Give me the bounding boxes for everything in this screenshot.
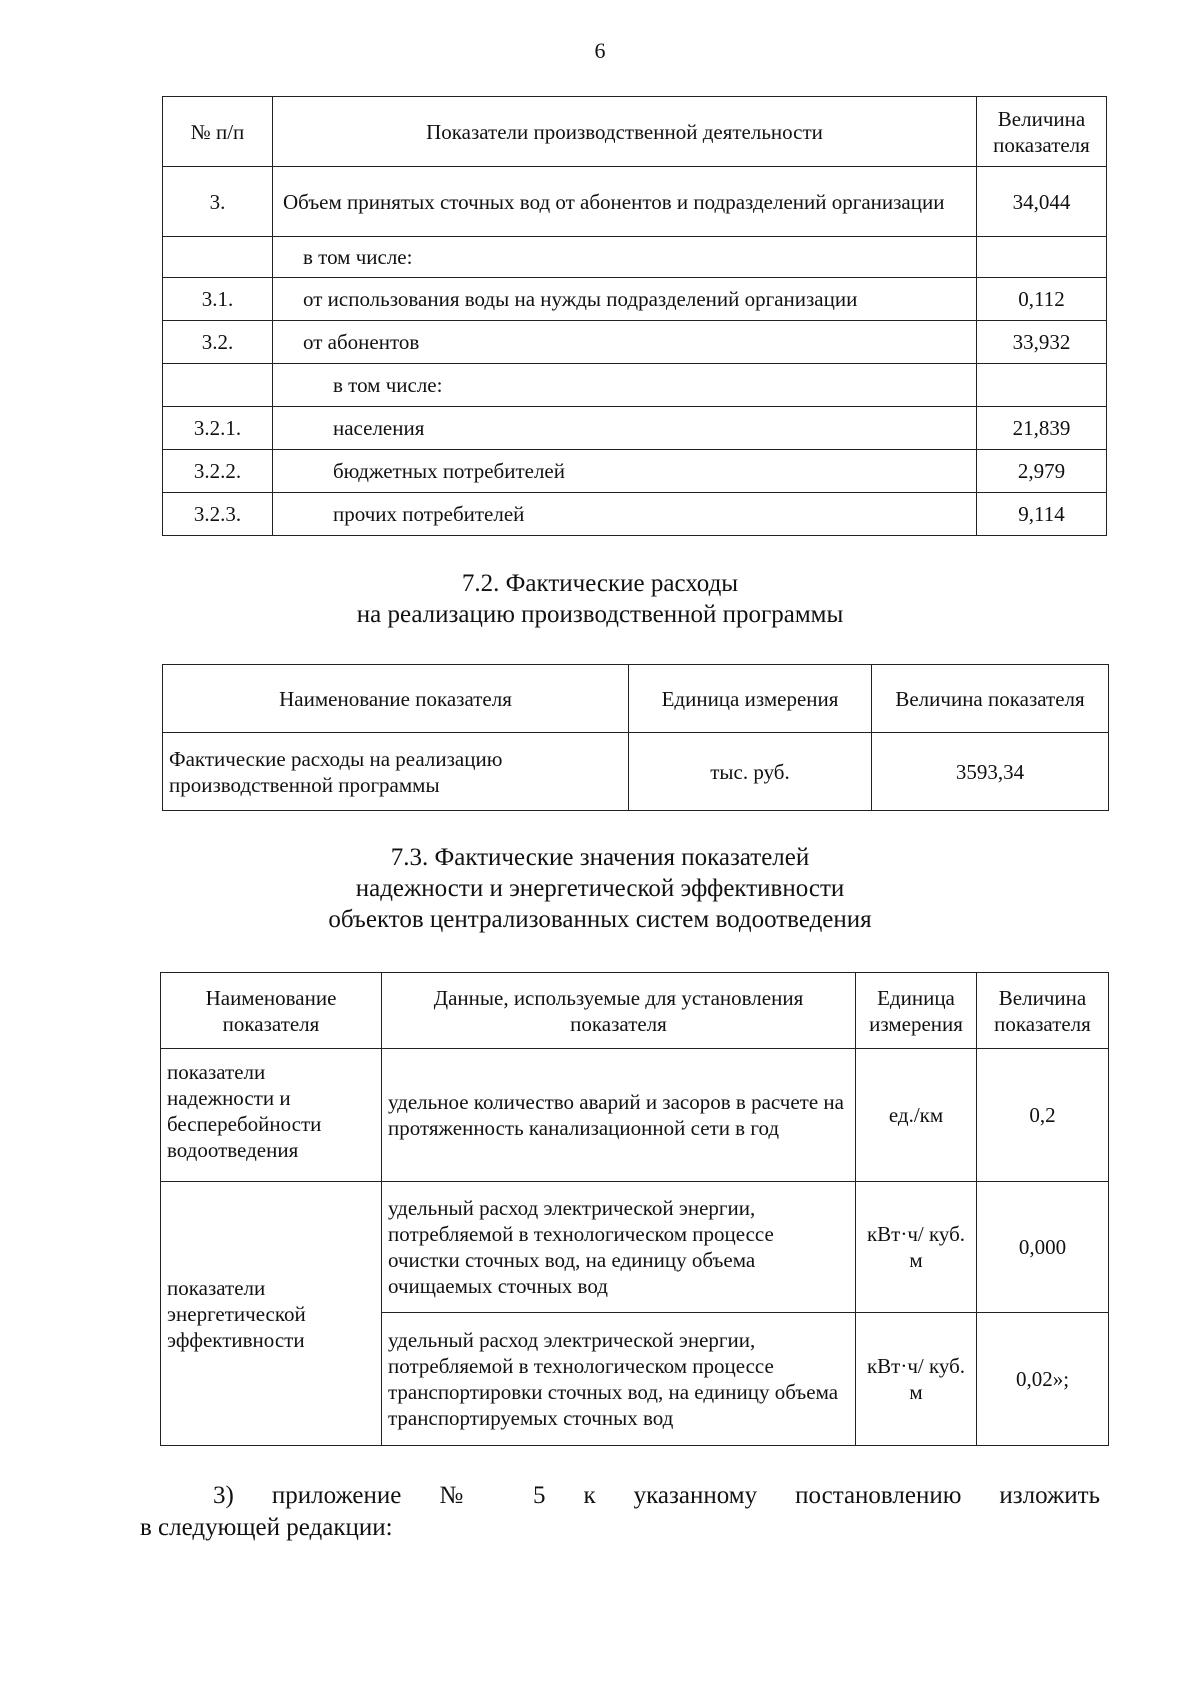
- table-row: [163, 278, 1107, 321]
- table-header-row: [161, 973, 1109, 1049]
- reliability-efficiency-table: [160, 972, 1109, 1446]
- header-data: Данные, используемые для установления показателя: [382, 973, 856, 1049]
- section-7-3-title: [0, 842, 1200, 935]
- row-value: 34,044: [977, 167, 1107, 237]
- row-num: 3.2.1.: [163, 407, 273, 450]
- page-number: 6: [594, 38, 606, 63]
- production-indicators-table: [162, 96, 1107, 536]
- table-row: [163, 407, 1107, 450]
- row-text: от абонентов: [273, 321, 977, 364]
- table-row: [163, 733, 1109, 811]
- section-7-2-title-line2: на реализацию производственной программы: [356, 601, 844, 628]
- row-text: населения: [273, 407, 977, 450]
- closing-paragraph: [140, 1480, 1100, 1544]
- row-num: [163, 237, 273, 278]
- section-7-2-title: [0, 568, 1200, 630]
- row-unit: ед./км: [856, 1049, 977, 1182]
- row-unit: тыс. руб.: [629, 733, 872, 811]
- row-value: 3593,34: [872, 733, 1109, 811]
- row-text: от использования воды на нужды подразделений организации: [273, 278, 977, 321]
- actual-expenses-table: [162, 664, 1109, 811]
- row-data: удельный расход электрической энергии, потребляемой в технологическом процессе транспортировки сточных вод, на единицу объема транспортируемых сточных вод: [382, 1313, 856, 1446]
- row-value: 2,979: [977, 450, 1107, 493]
- header-name: Наименование показателя: [163, 665, 629, 733]
- row-unit: кВт·ч/ куб. м: [856, 1182, 977, 1313]
- row-value: 0,2: [977, 1049, 1109, 1182]
- row-value: 33,932: [977, 321, 1107, 364]
- row-num: 3.: [163, 167, 273, 237]
- row-num: [163, 364, 273, 407]
- row-value: 21,839: [977, 407, 1107, 450]
- row-data: удельное количество аварий и засоров в расчете на протяженность канализационной сети в год: [382, 1049, 856, 1182]
- table-header-row: [163, 665, 1109, 733]
- header-unit: Единица измерения: [629, 665, 872, 733]
- row-value: 9,114: [977, 493, 1107, 536]
- section-7-2-title-line1: 7.2. Фактические расходы: [461, 570, 739, 597]
- row-text: Объем принятых сточных вод от абонентов и подразделений организации: [273, 167, 977, 237]
- section-7-3-title-line2: надежности и энергетической эффективности: [355, 875, 845, 902]
- table-row: [163, 364, 1107, 407]
- row-num: 3.2.2.: [163, 450, 273, 493]
- header-value: Величина показателя: [977, 97, 1107, 167]
- row-text: в том числе:: [273, 364, 977, 407]
- row-value: 0,112: [977, 278, 1107, 321]
- row-text: прочих потребителей: [273, 493, 977, 536]
- row-name: Фактические расходы на реализацию производственной программы: [163, 733, 629, 811]
- row-name: показатели надежности и бесперебойности водоотведения: [161, 1049, 382, 1182]
- table-row: [161, 1049, 1109, 1182]
- row-text: бюджетных потребителей: [273, 450, 977, 493]
- row-unit: кВт·ч/ куб. м: [856, 1313, 977, 1446]
- table-header-row: [163, 97, 1107, 167]
- table-row: [163, 493, 1107, 536]
- row-data: удельный расход электрической энергии, потребляемой в технологическом процессе очистки сточных вод, на единицу объема очищаемых сточных вод: [382, 1182, 856, 1313]
- header-value: Величина показателя: [977, 973, 1109, 1049]
- header-num: № п/п: [163, 97, 273, 167]
- table-row: [163, 450, 1107, 493]
- section-7-3-title-line1: 7.3. Фактические значения показателей: [390, 844, 810, 871]
- row-num: 3.2.3.: [163, 493, 273, 536]
- row-text: в том числе:: [273, 237, 977, 278]
- row-value: [977, 364, 1107, 407]
- header-unit: Единица измерения: [856, 973, 977, 1049]
- header-indicator: Показатели производственной деятельности: [273, 97, 977, 167]
- section-7-3-title-line3: объектов централизованных систем водоотведения: [328, 906, 872, 933]
- row-name: показатели энергетической эффективности: [161, 1182, 382, 1446]
- header-name: Наименование показателя: [161, 973, 382, 1049]
- row-value: 0,000: [977, 1182, 1109, 1313]
- closing-line2: в следующей редакции:: [140, 1514, 393, 1541]
- table-row: [163, 167, 1107, 237]
- row-num: 3.1.: [163, 278, 273, 321]
- row-value: [977, 237, 1107, 278]
- header-value: Величина показателя: [872, 665, 1109, 733]
- table-row: [163, 237, 1107, 278]
- row-num: 3.2.: [163, 321, 273, 364]
- row-value: 0,02»;: [977, 1313, 1109, 1446]
- table-row: [163, 321, 1107, 364]
- table-row: [161, 1182, 1109, 1313]
- closing-line1: 3) приложение № 5 к указанному постановлению изложить: [213, 1482, 1100, 1509]
